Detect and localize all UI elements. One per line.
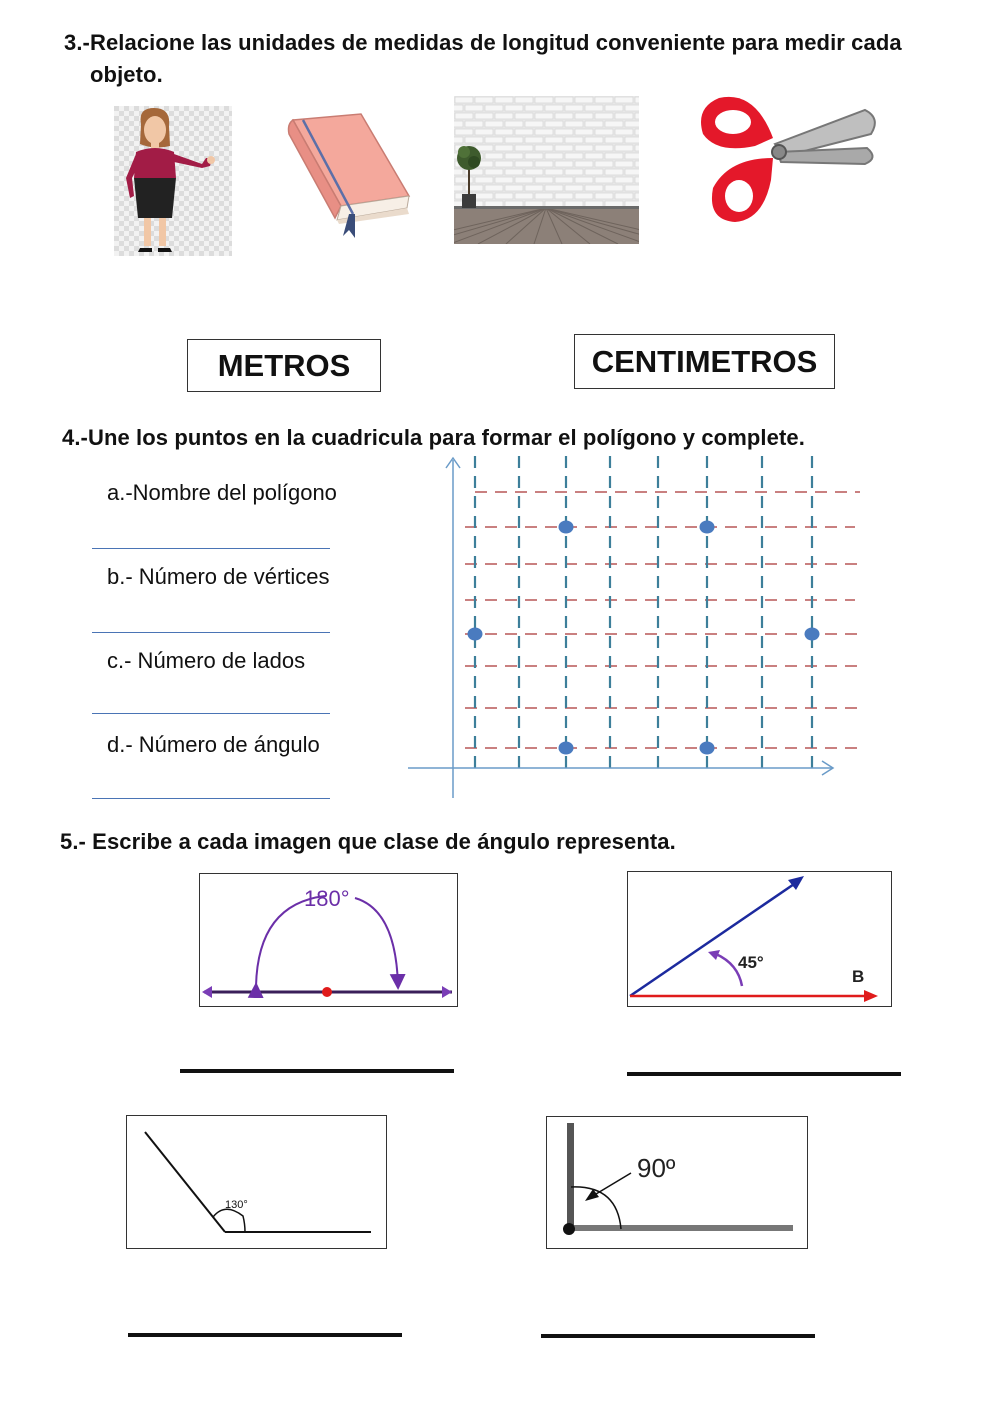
unit-label-metros: METROS (217, 347, 351, 383)
answer-line-a[interactable] (92, 548, 330, 549)
question-c-label: c.- Número de lados (107, 648, 306, 673)
woman-image[interactable] (114, 106, 232, 256)
question-a-label: a.-Nombre del polígono (107, 480, 337, 505)
answer-blank-130[interactable] (128, 1333, 402, 1337)
brick-wall-room-image[interactable] (454, 96, 639, 244)
book-image[interactable] (283, 110, 415, 240)
answer-line-c[interactable] (92, 713, 330, 714)
question-b-label: b.- Número de vértices (107, 564, 330, 589)
grid-point[interactable] (700, 521, 715, 534)
answer-line-d[interactable] (92, 798, 330, 799)
scissors-image[interactable] (695, 92, 880, 230)
point-b-label: B (852, 967, 865, 986)
grid-point[interactable] (559, 742, 574, 755)
grid-point[interactable] (559, 521, 574, 534)
grid-point[interactable] (700, 742, 715, 755)
angle-45-figure (627, 871, 892, 1007)
grid-point[interactable] (468, 628, 483, 641)
angle-45-label: 45° (738, 953, 764, 972)
answer-blank-45[interactable] (627, 1072, 901, 1076)
section4-title: 4.-Une los puntos en la cuadricula para formar el polígono y complete. (62, 425, 805, 450)
angle-180-label: 180° (304, 886, 350, 911)
angle-130-label: 130° (225, 1199, 248, 1211)
answer-blank-180[interactable] (180, 1069, 454, 1073)
dot-grid[interactable] (400, 452, 870, 804)
section5-title: 5.- Escribe a cada imagen que clase de ángulo representa. (60, 829, 676, 854)
unit-box-centimetros[interactable] (574, 334, 835, 389)
angle-90-figure (546, 1116, 808, 1249)
answer-blank-90[interactable] (541, 1334, 815, 1338)
unit-label-centimetros: CENTIMETROS (591, 343, 818, 379)
unit-box-metros[interactable] (187, 339, 381, 392)
angle-130-figure (126, 1115, 387, 1249)
section3-title-line2: objeto. (90, 62, 163, 87)
question-d-label: d.- Número de ángulo (107, 732, 320, 757)
grid-point[interactable] (805, 628, 820, 641)
angle-180-figure (199, 873, 458, 1007)
answer-line-b[interactable] (92, 632, 330, 633)
section3-title-line1: 3.-Relacione las unidades de medidas de longitud conveniente para medir cada (64, 30, 902, 55)
angle-90-label: 90º (637, 1153, 676, 1183)
